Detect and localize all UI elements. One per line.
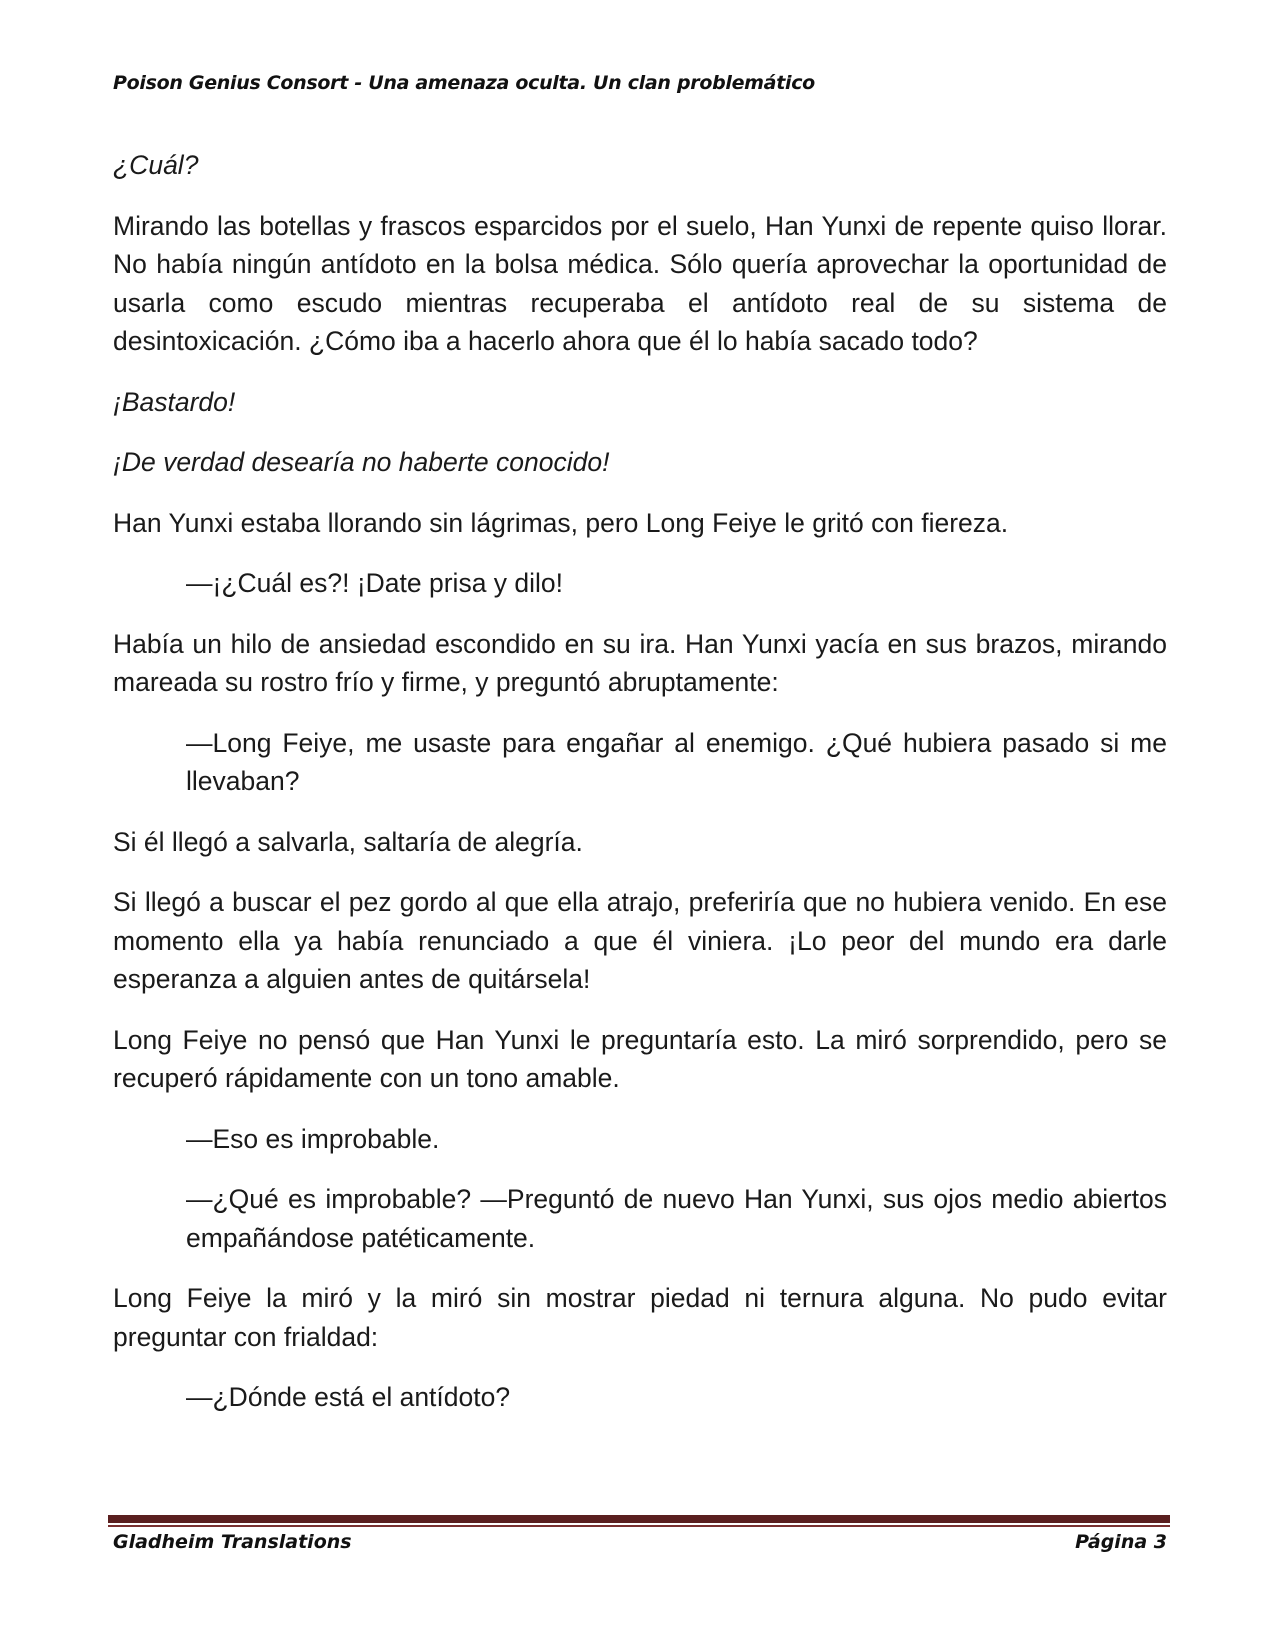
dialogue-line: —Long Feiye, me usaste para engañar al enemigo. ¿Qué hubiera pasado si me llevaban?: [186, 727, 1167, 796]
footer-divider-thin: [108, 1525, 1170, 1527]
paragraph: ¡Bastardo!: [113, 386, 236, 417]
paragraph: Mirando las botellas y frascos esparcidos por el suelo, Han Yunxi de repente quiso llorar. No había ningún antídoto en la bolsa médica. Sólo quería aprovechar la oportunidad de usarla como escudo mientras recuperaba el antídoto real de su sistema de desintoxicación. ¿Cómo iba a hacerlo ahora que él lo había sacado todo?: [113, 210, 1167, 356]
dialogue-line: —¡¿Cuál es?! ¡Date prisa y dilo!: [186, 568, 564, 598]
dialogue-line: —¿Qué es improbable? —Preguntó de nuevo Han Yunxi, sus ojos medio abiertos empañándose patéticamente.: [186, 1184, 1167, 1253]
footer-publisher: Gladheim Translations: [113, 1531, 352, 1553]
paragraph: Si llegó a buscar el pez gordo al que ella atrajo, preferiría que no hubiera venido. En ese momento ella ya había renunciado a que él viniera. ¡Lo peor del mundo era darle esperanza a alguien antes de quitársela!: [113, 887, 1167, 994]
paragraph: Si él llegó a salvarla, saltaría de alegría.: [113, 826, 583, 857]
page-number: Página 3: [1075, 1531, 1167, 1553]
running-header: Poison Genius Consort - Una amenaza oculta. Un clan problemático: [113, 72, 815, 94]
paragraph: ¡De verdad desearía no haberte conocido!: [113, 447, 610, 477]
footer-divider: [108, 1515, 1170, 1523]
page-body: [113, 146, 1167, 1439]
paragraph: Long Feiye la miró y la miró sin mostrar piedad ni ternura alguna. No pudo evitar preguntar con frialdad:: [113, 1283, 1167, 1352]
paragraph: Long Feiye no pensó que Han Yunxi le preguntaría esto. La miró sorprendido, pero se recuperó rápidamente con un tono amable.: [113, 1024, 1167, 1093]
dialogue-line: —Eso es improbable.: [186, 1123, 440, 1154]
paragraph: Han Yunxi estaba llorando sin lágrimas, pero Long Feiye le gritó con fiereza.: [113, 507, 1009, 538]
dialogue-line: —¿Dónde está el antídoto?: [186, 1382, 511, 1412]
paragraph: Había un hilo de ansiedad escondido en su ira. Han Yunxi yacía en sus brazos, mirando mareada su rostro frío y firme, y preguntó abruptamente:: [113, 628, 1167, 697]
paragraph: ¿Cuál?: [113, 150, 199, 180]
